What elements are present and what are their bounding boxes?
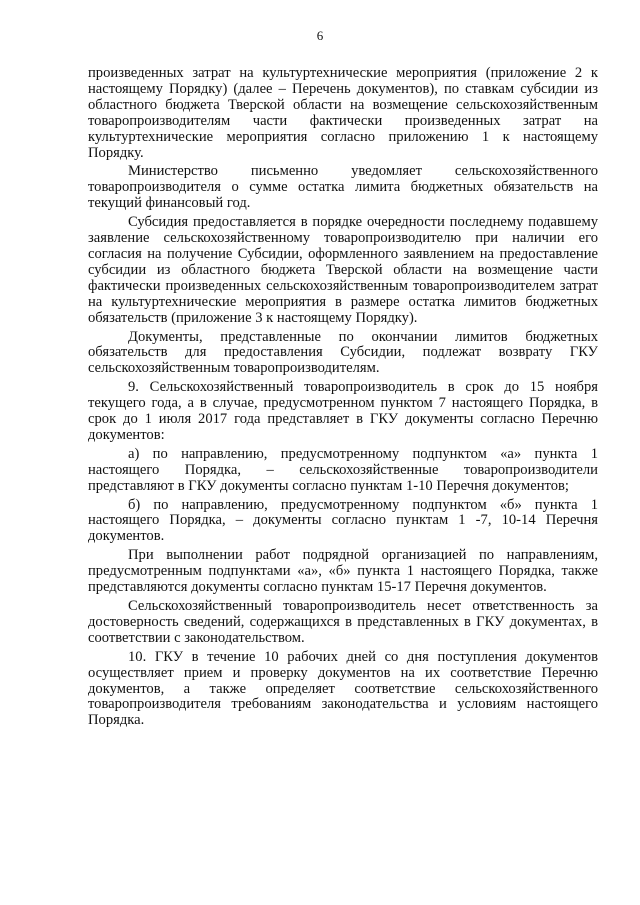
paragraph-item-9a: а) по направлению, предусмотренному подпунктом «а» пункта 1 настоящего Порядка, – сельскохозяйственные товаропроизводители представляют в ГКУ документы согласно пунктам 1-10 Перечня документов;	[88, 445, 598, 494]
paragraph-item-9b: б) по направлению, предусмотренному подпунктом «б» пункта 1 настоящего Порядка, – документы согласно пунктам 1 -7, 10-14 Перечня документов.	[88, 496, 598, 545]
page-number: 6	[316, 28, 324, 43]
paragraph-documents-return: Документы, представленные по окончании лимитов бюджетных обязательств для предоставления Субсидии, подлежат возврату ГКУ сельскохозяйственным товаропроизводителям.	[88, 328, 598, 377]
paragraph-continuation: произведенных затрат на культуртехнические мероприятия (приложение 2 к настоящему Порядку) (далее – Перечень документов), по ставкам субсидии из областного бюджета Тверской области на возмещение сельскохозяйственным товаропроизводителям части фактически произведенных затрат на культуртехнические мероприятия согласно приложению 1 к настоящему Порядку.	[88, 65, 598, 161]
paragraph-responsibility: Сельскохозяйственный товаропроизводитель несет ответственность за достоверность сведений, содержащихся в представленных в ГКУ документах, в соответствии с законодательством.	[88, 598, 598, 646]
paragraph-ministry-notice: Министерство письменно уведомляет сельскохозяйственного товаропроизводителя о сумме остатка лимита бюджетных обязательств на текущий финансовый год.	[88, 163, 598, 212]
document-body	[88, 66, 598, 732]
paragraph-contractor-works: При выполнении работ подрядной организацией по направлениям, предусмотренным подпунктами «а», «б» пункта 1 настоящего Порядка, также представляются документы согласно пунктам 15-17 Перечня документов.	[88, 547, 598, 596]
paragraph-subsidy-order: Субсидия предоставляется в порядке очередности последнему подавшему заявление сельскохозяйственному товаропроизводителю при наличии его согласия на получение Субсидии, оформленного заявлением на предоставление субсидии из областного бюджета Тверской области на возмещение части фактически произведенных сельскохозяйственным товаропроизводителем затрат на культуртехнические мероприятия в размере остатка лимитов бюджетных обязательств (приложение 3 к настоящему Порядку).	[88, 214, 598, 326]
paragraph-item-10: 10. ГКУ в течение 10 рабочих дней со дня поступления документов осуществляет прием и проверку документов на их соответствие Перечню документов, а также определяет соответствие сельскохозяйственного товаропроизводителя требованиям законодательства и условиям настоящего Порядка.	[88, 648, 598, 729]
paragraph-item-9: 9. Сельскохозяйственный товаропроизводитель в срок до 15 ноября текущего года, а в случае, предусмотренном пунктом 7 настоящего Порядка, в срок до 1 июля 2017 года представляет в ГКУ документы согласно Перечню документов:	[88, 379, 598, 443]
